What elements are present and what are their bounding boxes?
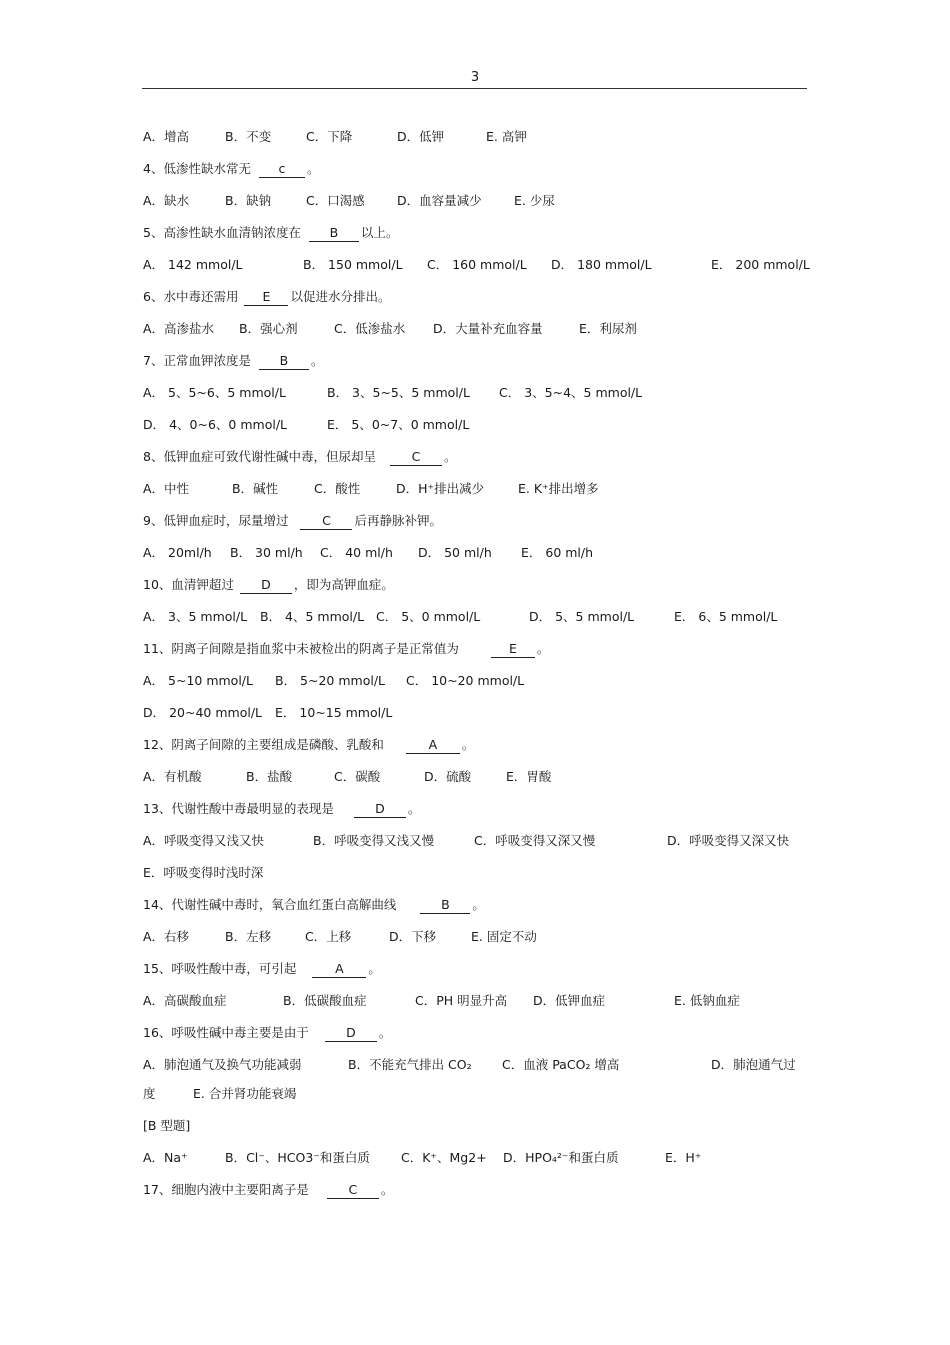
answer-option: E. 少尿 (514, 193, 555, 208)
answer-blank: D (325, 1025, 377, 1042)
answer-blank: B (309, 225, 359, 242)
options-row (143, 703, 808, 735)
question-row (143, 1180, 808, 1212)
question-suffix: 以促进水分排出。 (290, 289, 391, 304)
page-number: 3 (470, 70, 480, 85)
options-row (143, 319, 808, 351)
answer-option: B．左移 (225, 929, 272, 944)
answer-option: A．缺水 (143, 193, 190, 208)
answer-option: D．下移 (389, 929, 437, 944)
answer-option: B．强心剂 (239, 321, 298, 336)
question-suffix: ，即为高钾血症。 (293, 577, 394, 592)
question-suffix: 。 (472, 897, 485, 912)
answer-option: B．缺钠 (225, 193, 272, 208)
answer-option: 度 (143, 1086, 156, 1101)
answer-option: E．利尿剂 (579, 321, 637, 336)
question-suffix: 。 (306, 161, 320, 176)
answer-option: E. 高钾 (486, 129, 527, 144)
question-suffix: 。 (368, 961, 381, 976)
answer-option: B． 30 ml/h (230, 545, 303, 560)
options-row (143, 607, 808, 639)
question-text: 12、阴离子间隙的主要组成是磷酸、乳酸和 (143, 737, 384, 752)
answer-option: C． 10~20 mmol/L (406, 673, 525, 688)
answer-option: D．低钾 (397, 129, 445, 144)
question-text: 14、代谢性碱中毒时，氧合血红蛋白高解曲线 (143, 897, 397, 912)
question-suffix: 。 (310, 353, 324, 368)
answer-option: A．高渗盐水 (143, 321, 215, 336)
question-text: 17、细胞内液中主要阳离子是 (143, 1182, 309, 1197)
options-row (143, 543, 808, 575)
question-row (143, 575, 808, 607)
question-suffix: 。 (461, 737, 475, 752)
answer-option: B． 5~20 mmol/L (275, 673, 386, 688)
question-text: 11、阴离子间隙是指血浆中未被检出的阴离子是正常值为 (143, 641, 459, 656)
question-suffix: 。 (407, 801, 421, 816)
question-row (143, 351, 808, 383)
answer-option: A． 142 mmol/L (143, 257, 243, 272)
answer-option: C． 3、5~4、5 mmol/L (499, 385, 643, 400)
header-rule (142, 88, 807, 89)
answer-option: A．中性 (143, 481, 190, 496)
answer-option: E. 合并肾功能衰竭 (193, 1086, 297, 1101)
answer-option: B．碱性 (232, 481, 279, 496)
question-row (143, 895, 808, 927)
answer-option: D． 50 ml/h (418, 545, 492, 560)
answer-option: D．硫酸 (424, 769, 472, 784)
options-row (143, 927, 808, 959)
answer-option: C．K⁺、Mg2+ (401, 1150, 487, 1165)
answer-option: E. 低钠血症 (674, 993, 740, 1008)
answer-option: A．呼吸变得又浅又快 (143, 833, 265, 848)
options-row (143, 127, 808, 159)
question-text: 9、低钾血症时，尿量增过 (143, 513, 289, 528)
section-heading (143, 1116, 808, 1148)
question-row (143, 639, 808, 671)
answer-blank: D (240, 577, 292, 594)
answer-option: D．大量补充血容量 (433, 321, 543, 336)
question-text: 6、水中毒还需用 (143, 289, 239, 304)
options-row (143, 767, 808, 799)
answer-option: E. 固定不动 (471, 929, 537, 944)
question-row (143, 511, 808, 543)
answer-option: C．下降 (306, 129, 353, 144)
answer-option: B． 4、5 mmol/L (260, 609, 365, 624)
answer-option: C．口渴感 (306, 193, 365, 208)
answer-option: B．盐酸 (246, 769, 293, 784)
answer-option: E．呼吸变得时浅时深 (143, 865, 264, 880)
question-suffix: 。 (378, 1025, 392, 1040)
answer-option: A．右移 (143, 929, 190, 944)
question-row (143, 447, 808, 479)
answer-blank: A (312, 961, 366, 978)
question-text: 13、代谢性酸中毒最明显的表现是 (143, 801, 334, 816)
question-text: 7、正常血钾浓度是 (143, 353, 251, 368)
answer-option: D．HPO₄²⁻和蛋白质 (503, 1150, 619, 1165)
answer-blank: E (244, 289, 288, 306)
answer-option: A． 3、5 mmol/L (143, 609, 248, 624)
options-row (143, 383, 808, 415)
question-row (143, 799, 808, 831)
answer-blank: D (354, 801, 406, 818)
answer-option: B． 3、5~5、5 mmol/L (327, 385, 470, 400)
answer-option: A． 20ml/h (143, 545, 212, 560)
question-row (143, 1023, 808, 1055)
answer-option: B．不能充气排出 CO₂ (348, 1057, 472, 1072)
answer-option: A．Na⁺ (143, 1150, 188, 1165)
question-text: 16、呼吸性碱中毒主要是由于 (143, 1025, 309, 1040)
answer-option: D．H⁺排出减少 (396, 481, 485, 496)
answer-option: C．低渗盐水 (334, 321, 406, 336)
options-row (143, 1055, 808, 1084)
question-text: 5、高渗性缺水血清钠浓度在 (143, 225, 301, 240)
answer-option: D．低钾血症 (533, 993, 606, 1008)
options-row (143, 831, 808, 863)
answer-blank: c (259, 161, 305, 178)
answer-option: E．胃酸 (506, 769, 552, 784)
answer-option: C． 160 mmol/L (427, 257, 527, 272)
answer-option: C． 40 ml/h (320, 545, 393, 560)
answer-blank: E (491, 641, 535, 658)
answer-option: D．呼吸变得又深又快 (667, 833, 790, 848)
question-row (143, 223, 808, 255)
question-text: 15、呼吸性酸中毒，可引起 (143, 961, 297, 976)
question-list (143, 127, 808, 1212)
options-row (143, 863, 808, 895)
answer-option: A． 5、5~6、5 mmol/L (143, 385, 286, 400)
question-row (143, 735, 808, 767)
answer-option: E． 10~15 mmol/L (275, 705, 393, 720)
answer-option: D．肺泡通气过 (711, 1057, 796, 1072)
answer-blank: A (406, 737, 460, 754)
question-suffix: 。 (443, 449, 457, 464)
answer-option: A． 5~10 mmol/L (143, 673, 253, 688)
answer-option: E． 5、0~7、0 mmol/L (327, 417, 470, 432)
options-row (143, 479, 808, 511)
question-row (143, 959, 808, 991)
options-row (143, 1084, 808, 1116)
options-row (143, 191, 808, 223)
answer-option: A．增高 (143, 129, 190, 144)
answer-option: E． 60 ml/h (521, 545, 594, 560)
question-row (143, 159, 808, 191)
question-suffix: 。 (536, 641, 550, 656)
options-row (143, 1148, 808, 1180)
section-title: [B 型题] (143, 1118, 191, 1133)
options-row (143, 415, 808, 447)
answer-option: A．高碳酸血症 (143, 993, 227, 1008)
options-row (143, 671, 808, 703)
answer-option: C．PH 明显升高 (415, 993, 508, 1008)
options-row (143, 255, 808, 287)
answer-option: A．肺泡通气及换气功能减弱 (143, 1057, 302, 1072)
answer-option: C．上移 (305, 929, 352, 944)
answer-option: B．Cl⁻、HCO3⁻和蛋白质 (225, 1150, 370, 1165)
answer-blank: C (390, 449, 442, 466)
answer-option: A．有机酸 (143, 769, 202, 784)
answer-option: E． 6、5 mmol/L (674, 609, 778, 624)
answer-blank: C (300, 513, 352, 530)
answer-blank: B (420, 897, 470, 914)
question-suffix: 以上。 (360, 225, 399, 240)
answer-option: B．低碳酸血症 (283, 993, 367, 1008)
answer-option: D． 180 mmol/L (551, 257, 652, 272)
question-text: 8、低钾血症可致代谢性碱中毒，但尿却呈 (143, 449, 376, 464)
question-text: 10、血清钾超过 (143, 577, 234, 592)
answer-option: B．不变 (225, 129, 272, 144)
answer-option: D． 5、5 mmol/L (529, 609, 635, 624)
answer-blank: C (327, 1182, 379, 1199)
options-row (143, 991, 808, 1023)
question-text: 4、低渗性缺水常无 (143, 161, 251, 176)
question-suffix: 后再静脉补钾。 (354, 513, 442, 528)
answer-option: E. K⁺排出增多 (518, 481, 599, 496)
question-row (143, 287, 808, 319)
answer-option: B．呼吸变得又浅又慢 (313, 833, 435, 848)
answer-option: D． 4、0~6、0 mmol/L (143, 417, 288, 432)
answer-option: C．血液 PaCO₂ 增高 (502, 1057, 620, 1072)
answer-option: D．血容量减少 (397, 193, 482, 208)
answer-option: E． 200 mmol/L (711, 257, 810, 272)
question-suffix: 。 (380, 1182, 394, 1197)
answer-option: D． 20~40 mmol/L (143, 705, 263, 720)
answer-option: B． 150 mmol/L (303, 257, 403, 272)
answer-option: C．酸性 (314, 481, 361, 496)
answer-blank: B (259, 353, 309, 370)
answer-option: E．H⁺ (665, 1150, 702, 1165)
answer-option: C．呼吸变得又深又慢 (474, 833, 596, 848)
answer-option: C． 5、0 mmol/L (376, 609, 481, 624)
answer-option: C．碳酸 (334, 769, 381, 784)
